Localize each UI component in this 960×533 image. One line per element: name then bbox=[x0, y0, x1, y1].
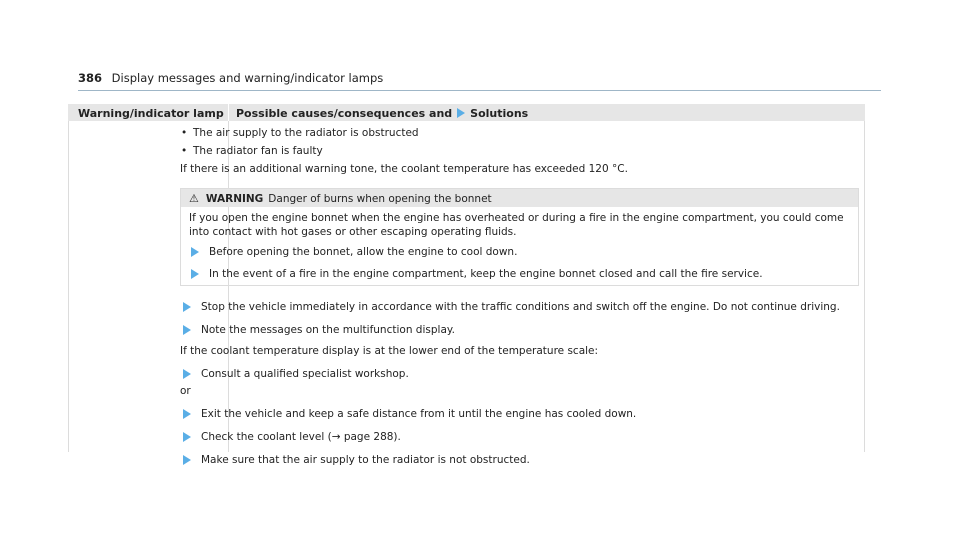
instruction-step-text: Make sure that the air supply to the radiator is not obstructed. bbox=[201, 454, 530, 466]
instruction-step-text: Consult a qualified specialist workshop. bbox=[201, 368, 409, 380]
instruction-step bbox=[180, 367, 860, 381]
table-border-right bbox=[864, 121, 865, 452]
arrow-icon bbox=[191, 269, 199, 279]
arrow-icon bbox=[183, 369, 191, 379]
arrow-icon bbox=[183, 325, 191, 335]
instruction-step bbox=[180, 453, 860, 467]
instruction-step-text: Check the coolant level (→ page 288). bbox=[201, 431, 401, 443]
instruction-step bbox=[180, 430, 860, 444]
table-border-left bbox=[68, 121, 69, 452]
instruction-step-text: Exit the vehicle and keep a safe distance from it until the engine has cooled down. bbox=[201, 408, 637, 420]
list-item: • The radiator fan is faulty bbox=[180, 144, 860, 158]
arrow-icon bbox=[457, 108, 465, 118]
warning-body bbox=[181, 207, 858, 285]
warning-triangle-icon: ⚠ bbox=[189, 192, 199, 205]
warning-header bbox=[181, 189, 858, 207]
warning-box bbox=[180, 188, 859, 286]
col-header-lamp: Warning/indicator lamp bbox=[78, 107, 224, 120]
col-header-causes bbox=[228, 104, 865, 121]
warning-text: If you open the engine bonnet when the engine has overheated or during a fire in the engine compartment, you could come into contact with hot gases or other escaping operating fluids. bbox=[189, 212, 844, 238]
col-header-solutions-label: Solutions bbox=[470, 107, 529, 120]
instruction-step-text: Note the messages on the multifunction display. bbox=[201, 324, 455, 336]
table-header-row bbox=[68, 104, 865, 121]
or-text: or bbox=[180, 385, 191, 397]
instruction-step bbox=[180, 300, 860, 314]
condition-text: If the coolant temperature display is at the lower end of the temperature scale: bbox=[180, 345, 599, 357]
intro-text: If there is an additional warning tone, the coolant temperature has exceeded 120 °C. bbox=[180, 163, 628, 175]
arrow-icon bbox=[191, 247, 199, 257]
arrow-icon bbox=[183, 432, 191, 442]
page-number: 386 bbox=[78, 71, 103, 85]
list-item: • The air supply to the radiator is obstructed bbox=[180, 126, 860, 140]
warning-step bbox=[189, 245, 850, 259]
table-content bbox=[180, 126, 860, 467]
warning-step-text: In the event of a fire in the engine compartment, keep the engine bonnet closed and call the fire service. bbox=[209, 268, 763, 280]
warning-step-text: Before opening the bonnet, allow the engine to cool down. bbox=[209, 246, 518, 258]
arrow-icon bbox=[183, 409, 191, 419]
warning-title: Danger of burns when opening the bonnet bbox=[268, 193, 492, 205]
instruction-step bbox=[180, 323, 860, 337]
arrow-icon bbox=[183, 302, 191, 312]
instruction-step-text: Stop the vehicle immediately in accordance with the traffic conditions and switch off the engine. Do not continue driving. bbox=[201, 301, 840, 313]
warning-label: WARNING bbox=[205, 193, 264, 205]
warning-step bbox=[189, 267, 850, 281]
instruction-step bbox=[180, 407, 860, 421]
page-header bbox=[78, 71, 881, 91]
col-header-causes-label: Possible causes/consequences and bbox=[236, 107, 453, 120]
page-header-title: Display messages and warning/indicator lamps bbox=[111, 71, 384, 85]
arrow-icon bbox=[183, 455, 191, 465]
